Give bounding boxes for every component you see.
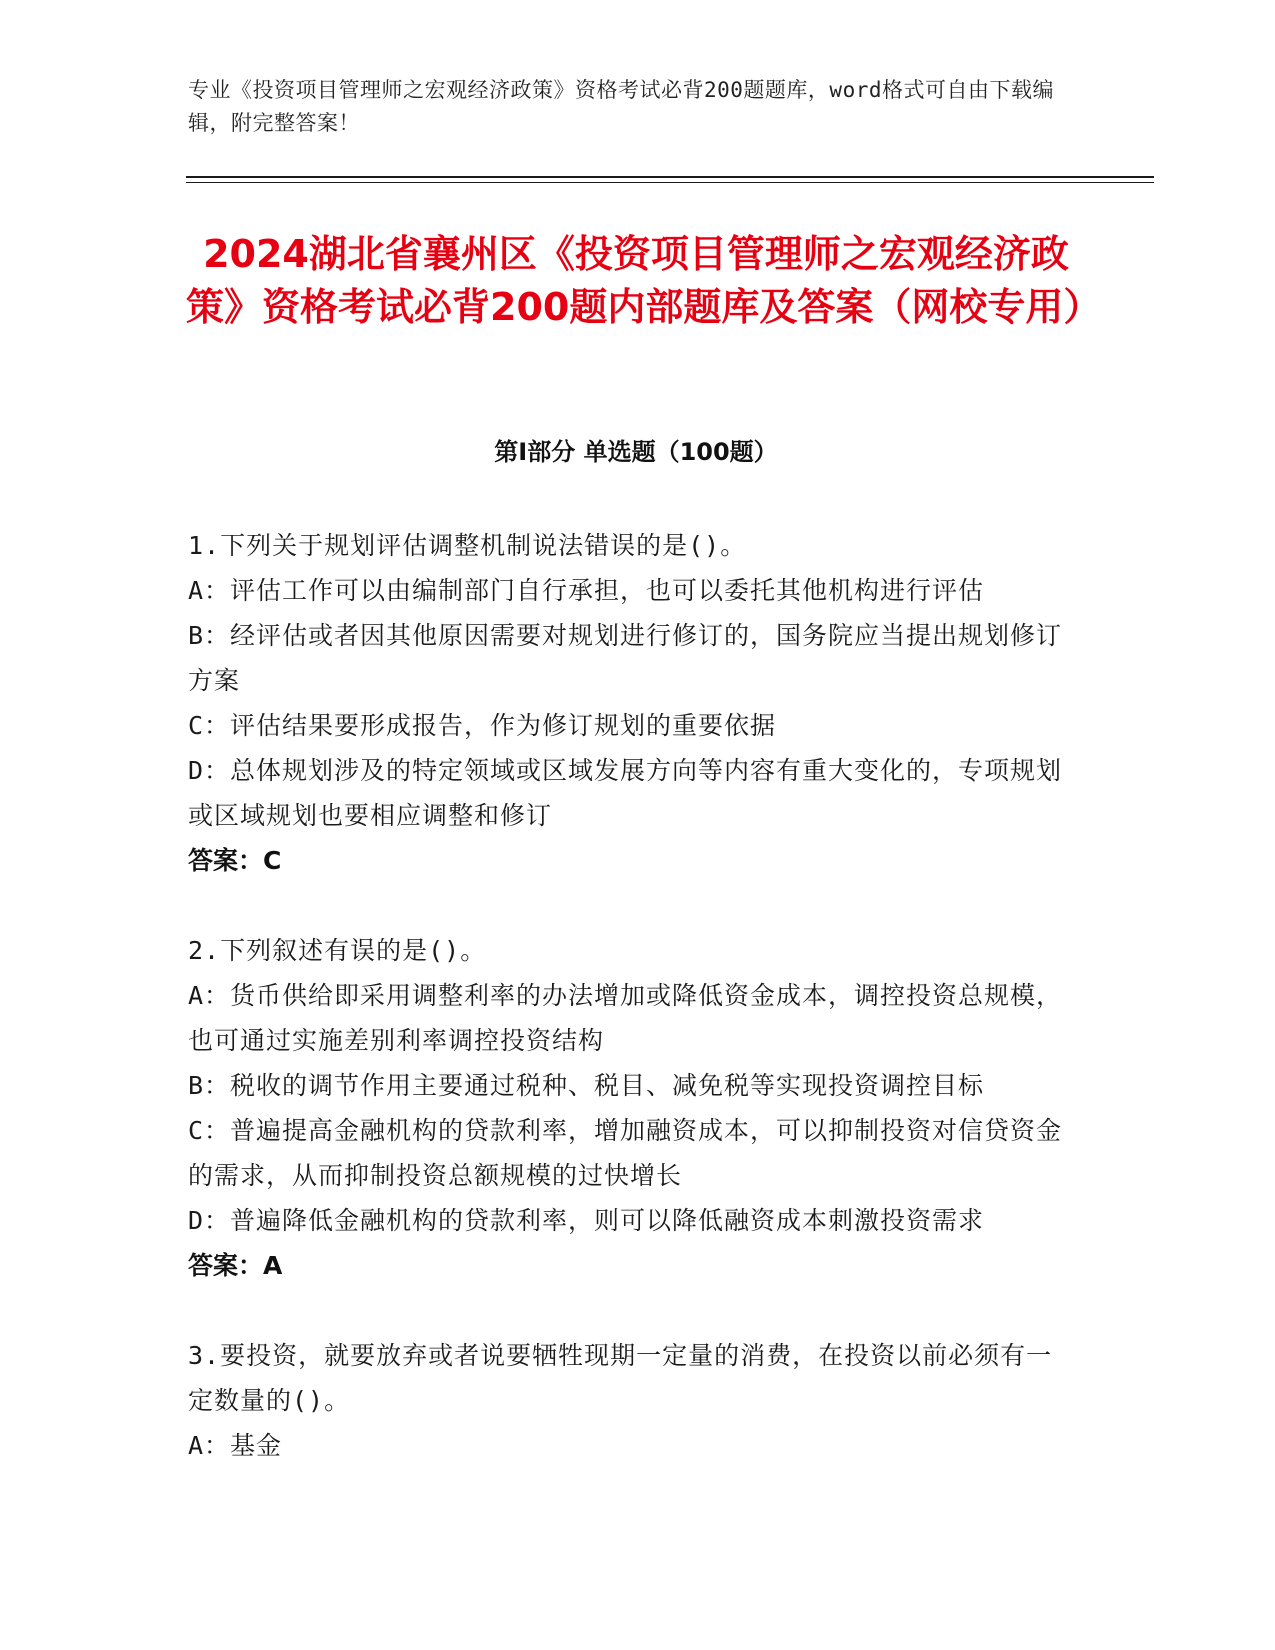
question-2: [188, 928, 1068, 1288]
question-3: [188, 1333, 1068, 1468]
document-title: 2024湖北省襄州区《投资项目管理师之宏观经济政策》资格考试必背200题内部题库及答案（网校专用）: [186, 232, 1102, 329]
question-list: [188, 523, 1068, 1513]
question-stem: 1.下列关于规划评估调整机制说法错误的是()。: [188, 531, 747, 560]
section-heading: 第I部分 单选题（100题）: [494, 438, 778, 466]
option-a: A：评估工作可以由编制部门自行承担，也可以委托其他机构进行评估: [188, 576, 985, 605]
option-b: B：经评估或者因其他原因需要对规划进行修订的，国务院应当提出规划修订方案: [188, 621, 1063, 695]
option-d: D：普遍降低金融机构的贷款利率，则可以降低融资成本刺激投资需求: [188, 1206, 985, 1235]
header-divider-thick: [186, 176, 1154, 178]
option-b: B：税收的调节作用主要通过税种、税目、减免税等实现投资调控目标: [188, 1071, 985, 1100]
header-divider-thin: [186, 182, 1154, 183]
header-note: 专业《投资项目管理师之宏观经济政策》资格考试必背200题题库，word格式可自由下载编辑，附完整答案！: [188, 78, 1054, 135]
option-c: C：普遍提高金融机构的贷款利率，增加融资成本，可以抑制投资对信贷资金的需求，从而抑制投资总额规模的过快增长: [188, 1116, 1063, 1190]
option-a: A：货币供给即采用调整利率的办法增加或降低资金成本，调控投资总规模，也可通过实施差别利率调控投资结构: [188, 981, 1063, 1055]
option-d: D：总体规划涉及的特定领域或区域发展方向等内容有重大变化的，专项规划或区域规划也要相应调整和修订: [188, 756, 1063, 830]
question-stem: 3.要投资，就要放弃或者说要牺牲现期一定量的消费，在投资以前必须有一定数量的()。: [188, 1341, 1053, 1415]
answer: 答案：A: [188, 1251, 283, 1280]
option-c: C：评估结果要形成报告，作为修订规划的重要依据: [188, 711, 777, 740]
question-stem: 2.下列叙述有误的是()。: [188, 936, 487, 965]
question-1: [188, 523, 1068, 883]
answer: 答案：C: [188, 846, 282, 875]
option-a: A：基金: [188, 1431, 283, 1460]
